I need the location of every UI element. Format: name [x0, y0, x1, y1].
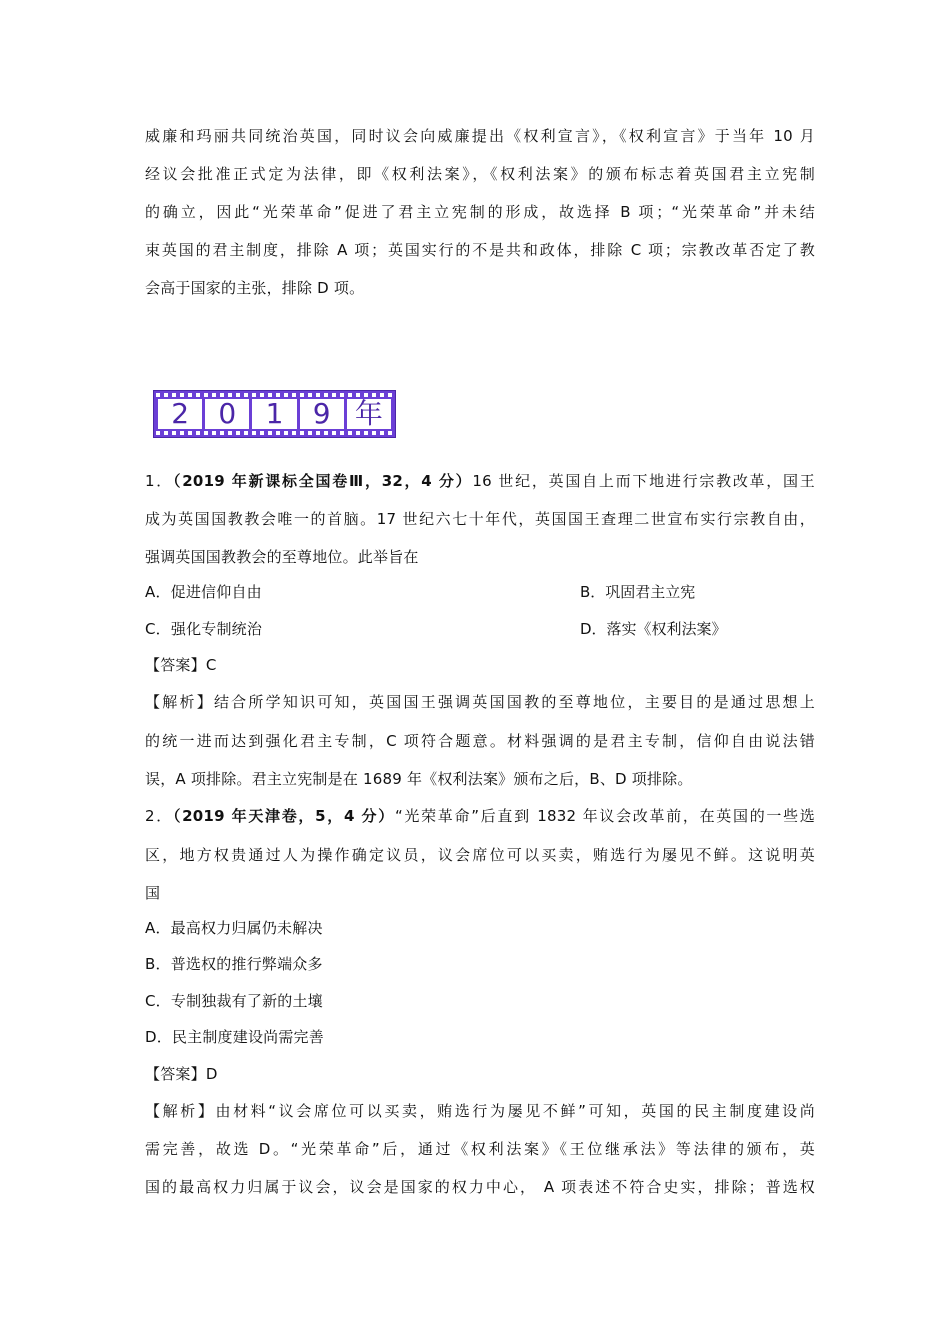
q1-stem-text: 16 世纪，英国自上而下地进行宗教改革，国王	[472, 472, 815, 490]
q1-option-b: B．巩固君主立宪	[580, 583, 696, 601]
answer-label: 【答案】	[145, 1065, 206, 1083]
intro-line-3: 的确立，因此“光荣革命”促进了君主立宪制的形成，故选择 B 项；“光荣革命”并未结	[145, 203, 815, 221]
analysis-text: 结合所学知识可知，英国国王强调英国国教的至尊地位，主要目的是通过思想上	[213, 693, 815, 711]
intro-line-1: 威廉和玛丽共同统治英国，同时议会向威廉提出《权利宣言》，《权利宣言》于当年 10 月	[145, 127, 815, 145]
year-banner-cells	[158, 399, 391, 429]
answer-value: D	[205, 1065, 218, 1083]
q1-stem-line-3: 强调英国国教教会的至尊地位。此举旨在	[145, 548, 419, 566]
q1-option-a: A．促进信仰自由	[145, 583, 262, 601]
q1-stem-line-1	[145, 471, 815, 491]
year-digit: 0	[205, 399, 249, 429]
q1-option-d: D．落实《权利法案》	[580, 620, 727, 638]
intro-line-4: 束英国的君主制度，排除 A 项；英国实行的不是共和政体，排除 C 项；宗教改革否定了教	[145, 241, 815, 259]
analysis-label: 【解析】	[145, 693, 214, 711]
q1-option-c: C．强化专制统治	[145, 620, 263, 638]
answer-label: 【答案】	[145, 656, 206, 674]
year-char: 年	[347, 399, 391, 429]
q2-source: （2019 年天津卷，5，4 分）	[172, 807, 395, 825]
q2-analysis-line-1	[145, 1101, 815, 1121]
q2-analysis-line-3: 国的最高权力归属于议会，议会是国家的权力中心， A 项表述不符合史实，排除；普选权	[145, 1178, 815, 1196]
q2-analysis-line-2: 需完善，故选 D。“光荣革命”后，通过《权利法案》《王位继承法》等法律的颁布，英	[145, 1140, 815, 1158]
year-digit: 2	[158, 399, 202, 429]
q2-option-c: C．专制独裁有了新的土壤	[145, 992, 323, 1010]
q1-analysis-line-2: 的统一进而达到强化君主专制，C 项符合题意。材料强调的是君主专制，信仰自由说法错	[145, 732, 815, 750]
year-digit: 1	[252, 399, 296, 429]
q1-answer	[145, 655, 217, 675]
answer-value: C	[205, 656, 217, 674]
q2-answer	[145, 1064, 218, 1084]
q1-stem-line-2: 成为英国国教教会唯一的首脑。17 世纪六七十年代，英国国王查理二世宣布实行宗教自由，	[145, 510, 815, 528]
q2-stem-line-1	[145, 806, 815, 826]
analysis-label: 【解析】	[145, 1102, 216, 1120]
q1-source: （2019 年新课标全国卷Ⅲ，32，4 分）	[173, 472, 473, 490]
year-digit: 9	[300, 399, 344, 429]
q2-stem-line-2: 区，地方权贵通过人为操作确定议员，议会席位可以买卖，贿选行为屡见不鲜。这说明英	[145, 846, 815, 864]
q2-number: 2．	[145, 807, 173, 825]
q2-stem-text: “光荣革命”后直到 1832 年议会改革前，在英国的一些选	[394, 807, 816, 825]
q2-option-b: B．普选权的推行弊端众多	[145, 955, 323, 973]
film-perforation-bottom	[156, 431, 393, 435]
q2-option-a: A．最高权力归属仍未解决	[145, 919, 323, 937]
intro-line-5: 会高于国家的主张，排除 D 项。	[145, 279, 365, 297]
q2-stem-line-3: 国	[145, 884, 161, 902]
q1-number: 1．	[145, 472, 174, 490]
q2-option-d: D．民主制度建设尚需完善	[145, 1028, 324, 1046]
analysis-text: 由材料“议会席位可以买卖，贿选行为屡见不鲜”可知，英国的民主制度建设尚	[215, 1102, 815, 1120]
intro-line-2: 经议会批准正式定为法律，即《权利法案》，《权利法案》的颁布标志着英国君主立宪制	[145, 165, 815, 183]
q1-analysis-line-3: 误，A 项排除。君主立宪制是在 1689 年《权利法案》颁布之后，B、D 项排除。	[145, 770, 693, 788]
year-banner	[153, 390, 396, 438]
q1-analysis-line-1	[145, 692, 815, 712]
document-page	[145, 0, 815, 1344]
